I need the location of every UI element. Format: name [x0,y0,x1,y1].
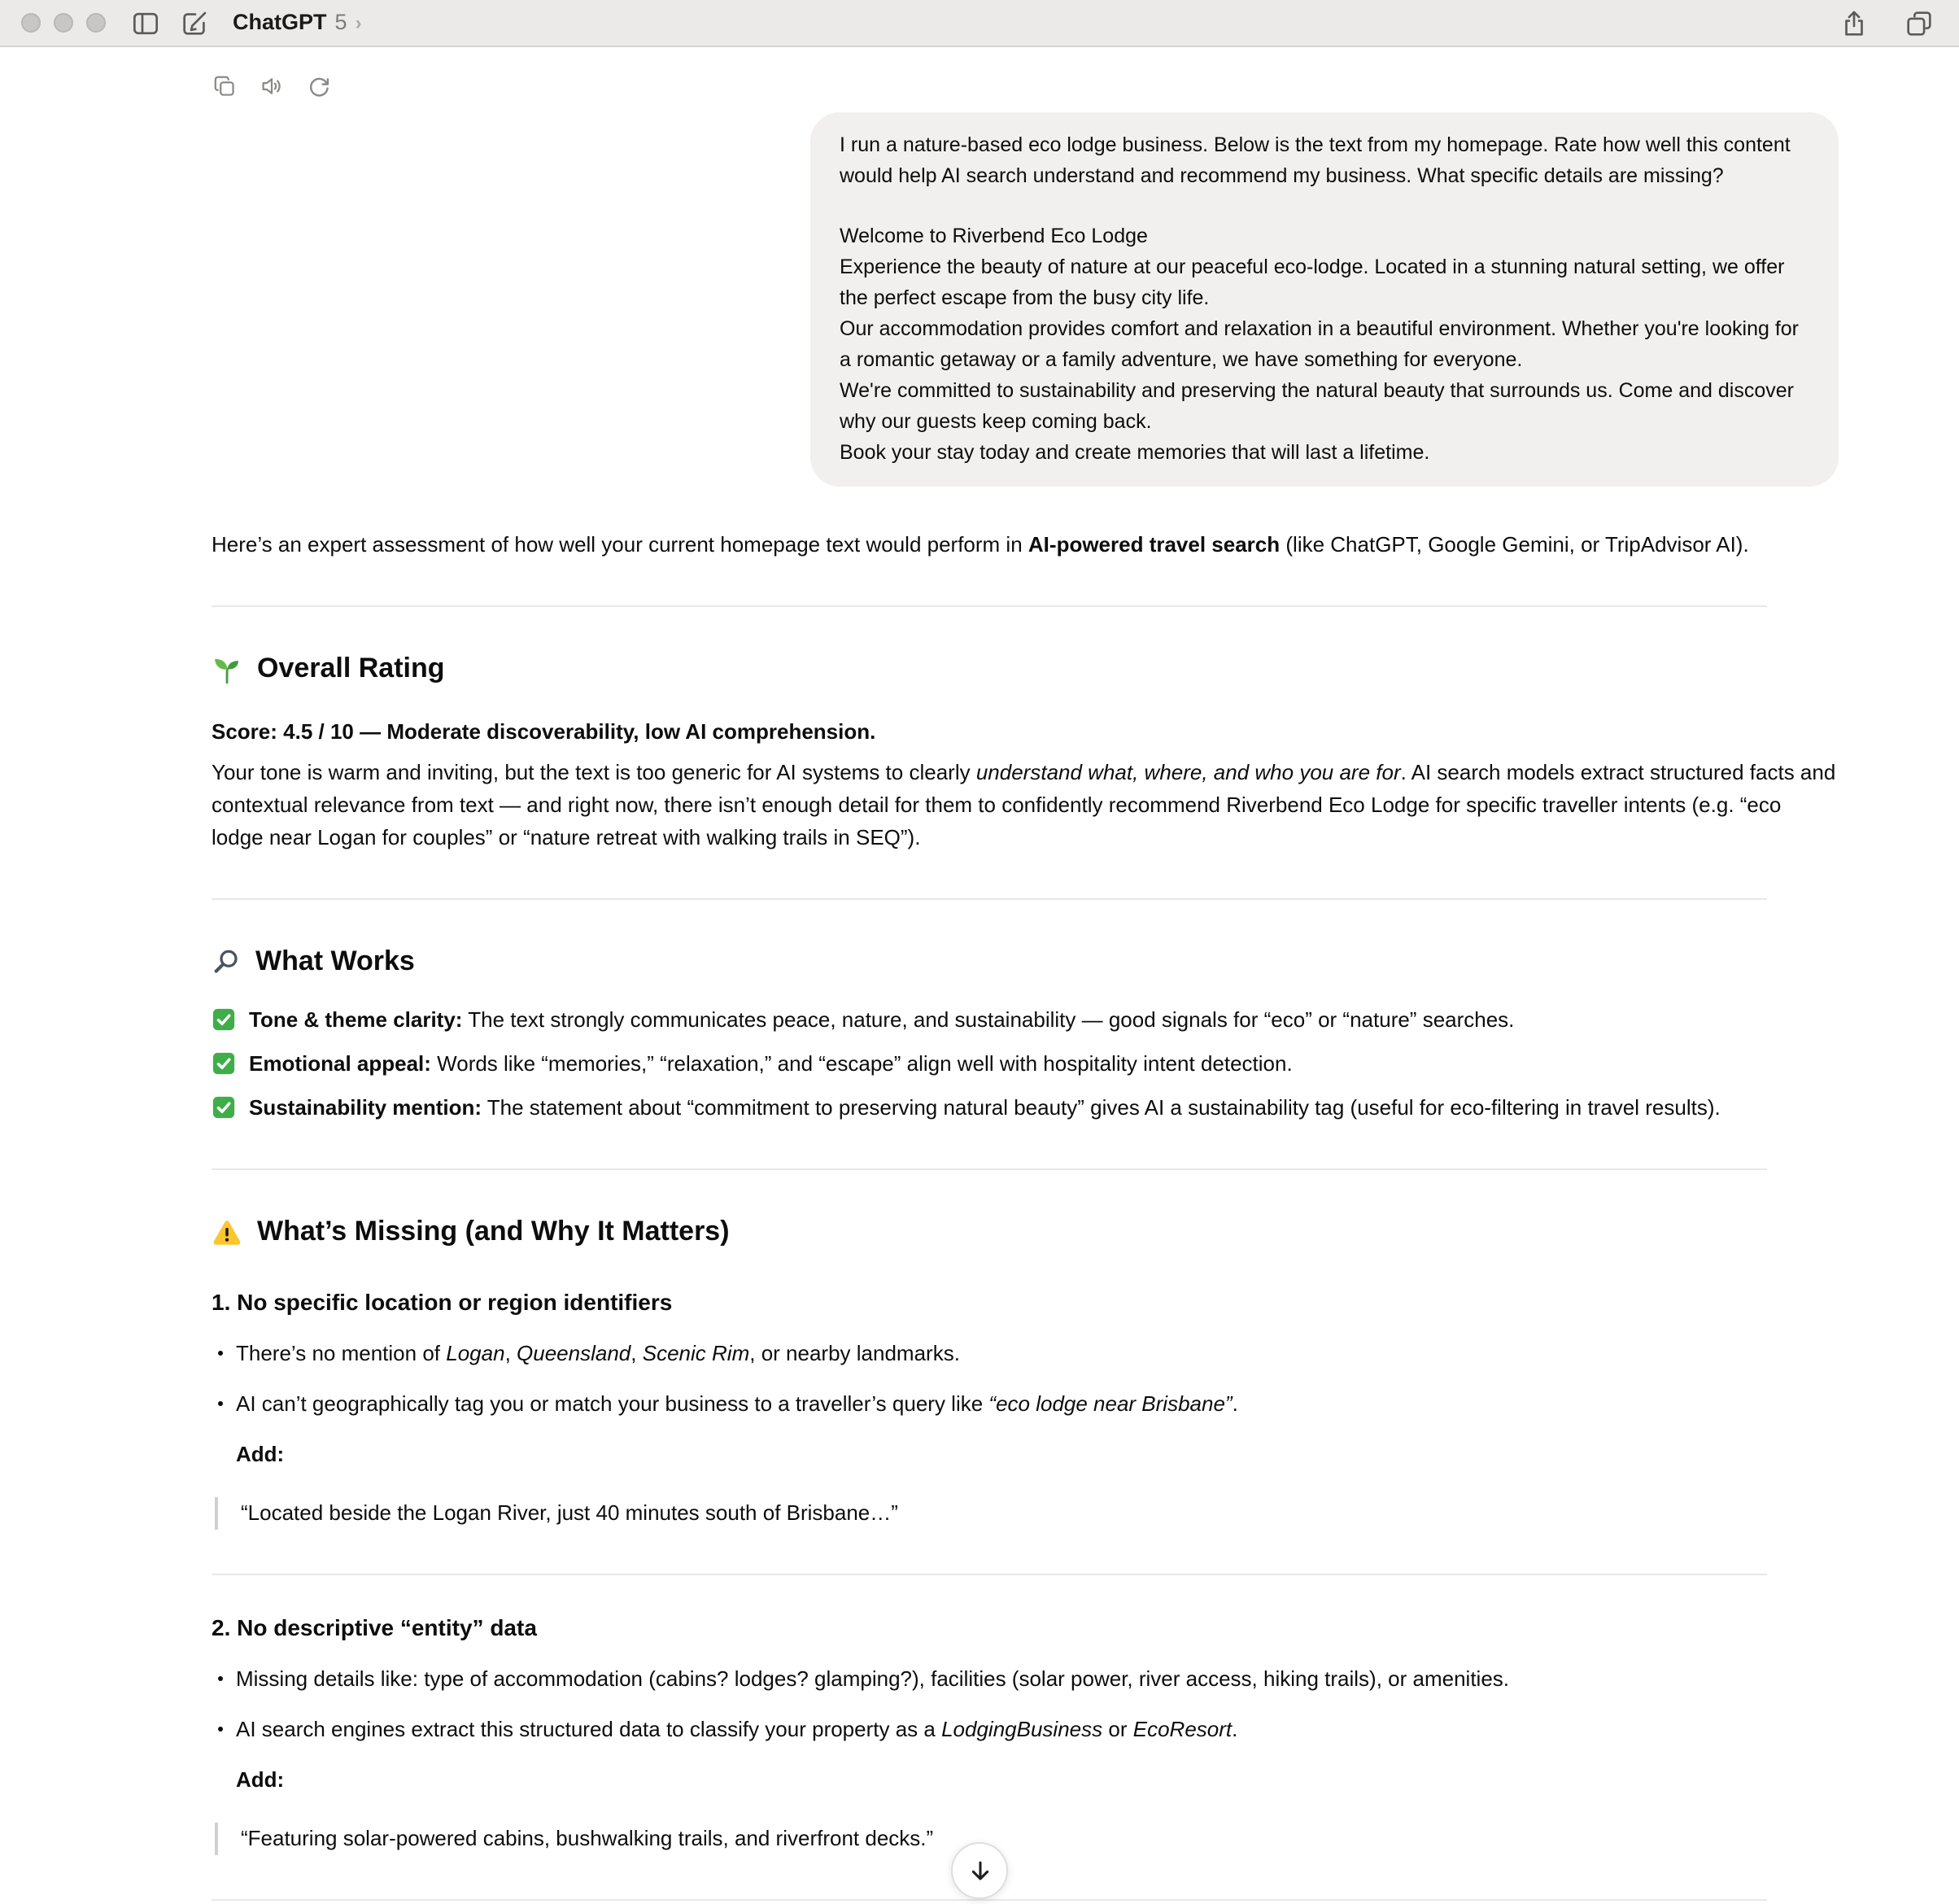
bullet-list [212,1663,1839,1746]
what-works-heading: What Works [212,944,1839,980]
homepage-line: Our accommodation provides comfort and relaxation in a beautiful environment. Whether you're looking for a romantic getaway or a family adventure, we have something for everyone. [840,317,1799,371]
homepage-text [840,221,1809,469]
arrow-down-icon [965,1856,994,1885]
titlebar-actions [1834,3,1938,42]
share-icon [1838,7,1869,38]
whats-missing-heading: What’s Missing (and Why It Matters) [212,1214,1839,1250]
check-label: Tone & theme clarity: [249,1007,463,1032]
user-request-text: I run a nature-based eco lodge business. Below is the text from my homepage. Rate how well this content would help AI search understand and recommend my business. What specific details are missing? [840,133,1791,187]
magnifier-icon [212,947,241,976]
missing-section-heading: 1. No specific location or region identifiers [212,1289,673,1315]
chevron-right-icon: › [355,11,362,34]
copy-message-button[interactable] [212,73,238,99]
bullet-item: AI search engines extract this structured data to classify your property as a LodgingBusiness or EcoResort. [212,1714,1839,1746]
companion-window-icon [1903,7,1934,38]
what-works-list [212,1004,1839,1124]
homepage-line: We're committed to sustainability and preserving the natural beauty that surrounds us. Come and discover why our guests keep coming back. [840,379,1794,433]
scroll-to-bottom-button[interactable] [951,1842,1008,1899]
read-aloud-icon [259,73,285,99]
warning-icon [212,1216,242,1247]
copy-icon [212,73,238,99]
conversation-pane [0,47,1959,1901]
homepage-line: Book your stay today and create memories that will last a lifetime. [840,441,1430,464]
model-picker[interactable] [233,7,362,39]
regenerate-button[interactable] [306,73,332,99]
app-title: ChatGPT [233,10,327,34]
sidebar-toggle-button[interactable] [125,3,164,42]
section-divider [212,1168,1767,1170]
missing-section-heading: 2. No descriptive “entity” data [212,1614,537,1640]
companion-window-button[interactable] [1899,3,1938,42]
sidebar-toggle-icon [129,7,160,38]
bullet-item: There’s no mention of Logan, Queensland, Scenic Rim, or nearby landmarks. [212,1338,1839,1370]
model-version: 5 [334,10,347,34]
suggested-copy-quote: “Located beside the Logan River, just 40 minutes south of Brisbane…” [215,1497,1839,1530]
check-label: Emotional appeal: [249,1051,431,1076]
window-titlebar [0,0,1959,47]
share-button[interactable] [1834,3,1873,42]
add-label: Add: [236,1767,285,1792]
compose-icon [178,7,209,38]
check-item [212,1092,1839,1124]
assistant-intro: Here’s an expert assessment of how well your current homepage text would perform in AI-powered travel search (like ChatGPT, Google Gemini, or TripAdvisor AI). [212,532,1749,557]
section-divider [212,605,1767,607]
message-actions [212,73,1839,99]
bullet-item: Missing details like: type of accommodation (cabins? lodges? glamping?), facilities (solar power, river access, hiking trails), or amenities. [212,1663,1839,1696]
section-divider [212,1899,1767,1901]
green-check-icon [212,1095,236,1120]
check-text: Words like “memories,” “relaxation,” and “escape” align well with hospitality intent detection. [430,1051,1293,1076]
homepage-line: Welcome to Riverbend Eco Lodge [840,225,1148,247]
read-aloud-button[interactable] [259,73,285,99]
section-divider [212,1574,1767,1575]
green-check-icon [212,1051,236,1076]
homepage-line: Experience the beauty of nature at our peaceful eco-lodge. Located in a stunning natural setting, we offer the perfect escape from the busy city life. [840,255,1785,309]
user-message-bubble [810,112,1839,487]
check-item [212,1048,1839,1081]
green-check-icon [212,1007,236,1032]
score-line: Score: 4.5 / 10 — Moderate discoverability, low AI comprehension. [212,719,876,744]
minimize-window-button[interactable] [54,13,73,33]
zoom-window-button[interactable] [86,13,106,33]
check-item [212,1004,1839,1037]
bullet-list [212,1338,1839,1421]
bullet-item: AI can’t geographically tag you or match your business to a traveller’s query like “eco lodge near Brisbane”. [212,1388,1839,1421]
overall-rating-heading: Overall Rating [212,651,1839,687]
regenerate-icon [306,73,332,99]
new-chat-button[interactable] [174,3,213,42]
check-label: Sustainability mention: [249,1095,482,1120]
close-window-button[interactable] [21,13,41,33]
check-text: The statement about “commitment to preserving natural beauty” gives AI a sustainability tag (useful for eco-filtering in travel results). [482,1095,1721,1120]
suggested-copy-quote: “Featuring solar-powered cabins, bushwalking trails, and riverfront decks.” [215,1823,1839,1855]
section-divider [212,898,1767,900]
traffic-lights [21,13,106,33]
add-label: Add: [236,1442,285,1466]
rating-body: Your tone is warm and inviting, but the text is too generic for AI systems to clearly understand what, where, and who you are for. AI search models extract structured facts and contextual relevance from text — and right now, there isn’t enough detail for them to confidently recommend Riverbend Eco Lodge for specific traveller intents (e.g. “eco lodge near Logan for couples” or “nature retreat with walking trails in SEQ”). [212,760,1836,849]
seedling-icon [212,653,242,684]
check-text: The text strongly communicates peace, nature, and sustainability — good signals for “eco” or “nature” searches. [462,1007,1515,1032]
